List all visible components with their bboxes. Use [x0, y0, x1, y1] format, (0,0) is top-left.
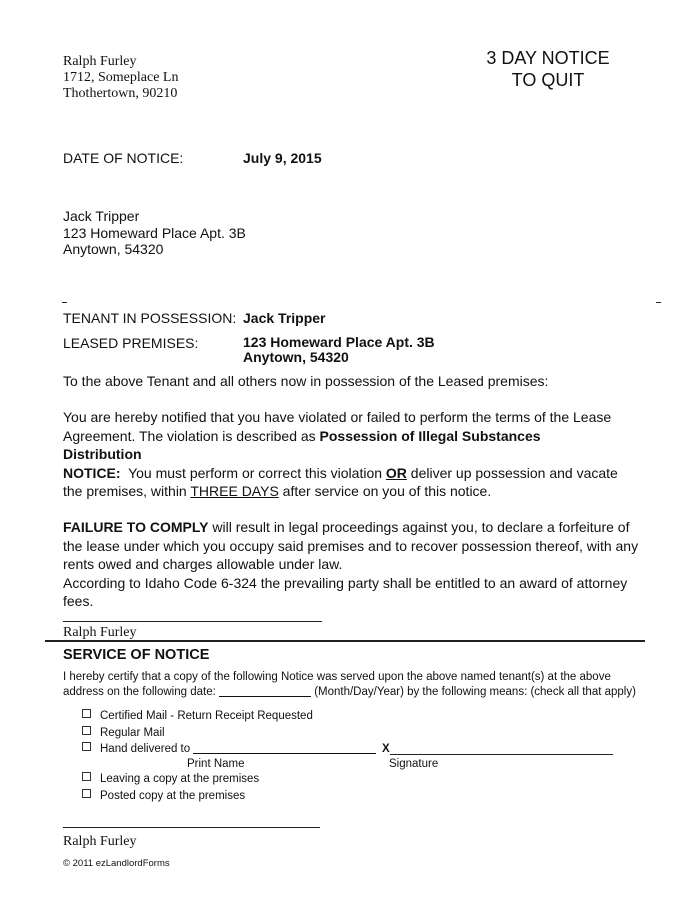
- notice-text-b: deliver up possession and vacate: [406, 464, 618, 481]
- option-hand-delivered[interactable]: [82, 742, 376, 757]
- notice-or: OR: [385, 464, 407, 481]
- notice-text-c: the premises, within: [63, 483, 191, 499]
- certify-line2b: (Month/Day/Year) by the following means: (check all that apply): [311, 686, 636, 698]
- landlord-address-line1: 1712, Someplace Ln: [63, 70, 179, 85]
- date-served-field[interactable]: [219, 696, 311, 697]
- option-label: Regular Mail: [100, 727, 165, 739]
- idaho-text-b: fees.: [63, 593, 94, 609]
- landlord-address-line2: Thothertown, 90210: [63, 86, 178, 101]
- print-name-label: Print Name: [187, 758, 245, 770]
- fold-mark-left: [62, 302, 67, 303]
- possession-value: Jack Tripper: [243, 310, 326, 326]
- option-regular-mail[interactable]: [82, 726, 165, 741]
- certify-line1: I hereby certify that a copy of the following Notice was served upon the above named tenant(s) at the above: [63, 671, 611, 683]
- violation-description: Possession of Illegal Substances: [319, 427, 541, 444]
- premises-label: LEASED PREMISES:: [63, 335, 199, 351]
- notice-label: NOTICE:: [63, 464, 121, 481]
- fold-mark-right: [656, 302, 661, 303]
- premises-value: [243, 335, 435, 365]
- service-heading: SERVICE OF NOTICE: [63, 647, 210, 663]
- landlord-address: [63, 54, 178, 102]
- landlord-name: Ralph Furley: [63, 54, 137, 69]
- option-posted-copy[interactable]: [82, 789, 245, 804]
- signature-name-1: Ralph Furley: [63, 625, 137, 640]
- failure-label: FAILURE TO COMPLY: [63, 519, 209, 535]
- premises-line1: 123 Homeward Place Apt. 3B: [243, 334, 435, 350]
- title-line2: TO QUIT: [511, 70, 585, 90]
- failure-text-c: rents owed and charges allowable under law.: [63, 556, 343, 572]
- tenant-name: Jack Tripper: [63, 208, 140, 224]
- x-mark: X: [382, 743, 390, 755]
- option-label: Posted copy at the premises: [100, 790, 246, 802]
- violation-paragraph: [63, 408, 618, 501]
- violation-text-2: Agreement. The violation is described as: [63, 427, 320, 444]
- failure-text-b: the lease under which you occupy said premises and to recover possession thereof, with any: [63, 537, 639, 554]
- print-name-field[interactable]: [193, 753, 376, 754]
- copyright: © 2011 ezLandlordForms: [63, 858, 170, 869]
- certify-line2a: address on the following date:: [63, 686, 219, 698]
- notice-days: THREE DAYS: [190, 483, 279, 499]
- premises-line2: Anytown, 54320: [243, 349, 349, 365]
- option-certified-mail[interactable]: [82, 709, 313, 724]
- section-divider: [45, 640, 645, 642]
- option-label: Hand delivered to: [100, 743, 194, 755]
- date-value: July 9, 2015: [243, 150, 322, 166]
- notice-text-d: after service on you of this notice.: [278, 483, 492, 499]
- checkbox[interactable]: [82, 789, 91, 798]
- failure-text-a: will result in legal proceedings against you, to declare a forfeiture of: [208, 519, 630, 535]
- option-leaving-copy[interactable]: [82, 772, 259, 787]
- option-label: Leaving a copy at the premises: [100, 773, 260, 785]
- signature-label: Signature: [389, 758, 439, 770]
- tenant-address: [63, 208, 246, 258]
- checkbox[interactable]: [82, 772, 91, 781]
- failure-paragraph: [63, 518, 638, 611]
- signature-field[interactable]: [390, 754, 613, 755]
- document-title: [468, 47, 628, 91]
- option-label: Certified Mail - Return Receipt Requested: [100, 710, 313, 722]
- checkbox[interactable]: [82, 742, 91, 751]
- title-line1: 3 DAY NOTICE: [486, 48, 610, 68]
- notice-text-a: You must perform or correct this violation: [120, 464, 386, 481]
- signature-line-1: [63, 621, 322, 622]
- signature-line-2: [63, 827, 320, 828]
- possession-label: TENANT IN POSSESSION:: [63, 310, 237, 326]
- violation-description-2: Distribution: [63, 446, 142, 462]
- intro-text: To the above Tenant and all others now in possession of the Leased premises:: [63, 373, 549, 389]
- checkbox[interactable]: [82, 709, 91, 718]
- idaho-text-a: According to Idaho Code 6-324 the prevailing party shall be entitled to an award of attorney: [63, 574, 628, 591]
- signature-name-2: Ralph Furley: [63, 834, 137, 849]
- checkbox[interactable]: [82, 726, 91, 735]
- date-label: DATE OF NOTICE:: [63, 150, 184, 166]
- certify-text: [63, 670, 636, 700]
- tenant-address-line1: 123 Homeward Place Apt. 3B: [63, 224, 246, 241]
- tenant-address-line2: Anytown, 54320: [63, 241, 164, 257]
- violation-text-1: You are hereby notified that you have violated or failed to perform the terms of the Lease: [63, 409, 612, 425]
